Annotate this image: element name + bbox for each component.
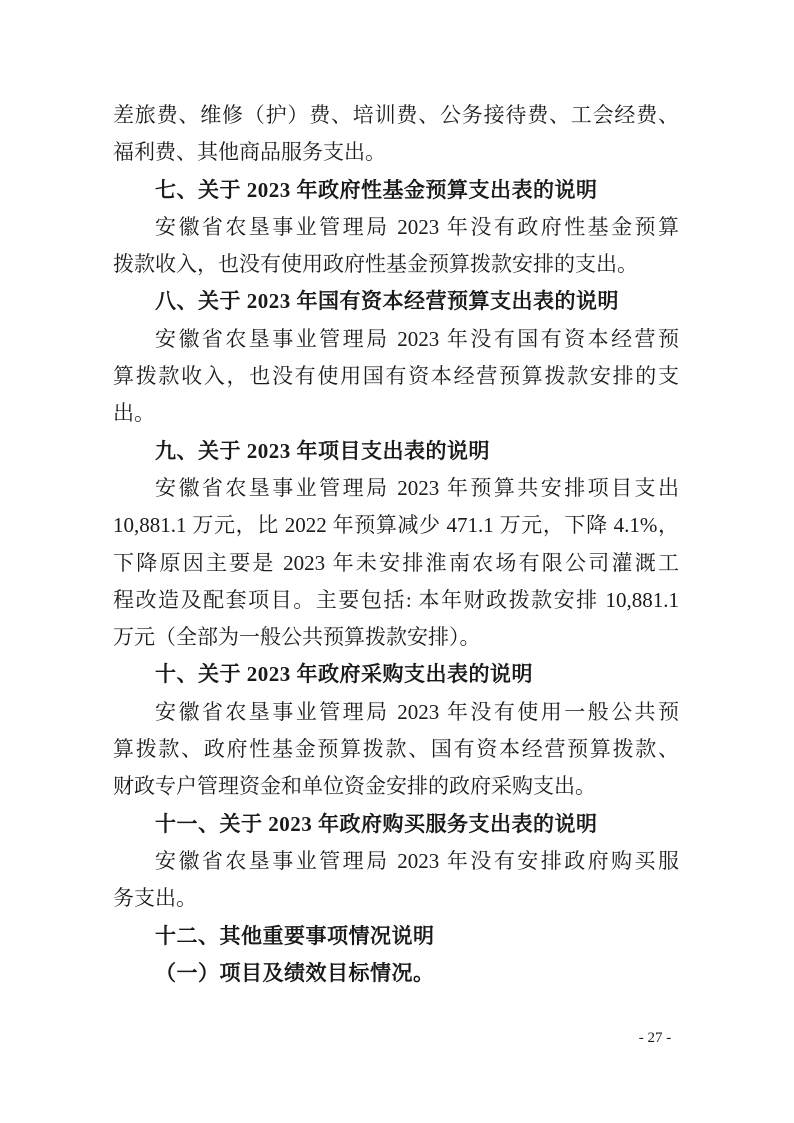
body-text-line: 出。 — [113, 401, 155, 426]
body-text-line: 安徽省农垦事业管理局 2023 年没有使用一般公共预 — [155, 699, 679, 724]
body-text-line: 安徽省农垦事业管理局 2023 年预算共安排项目支出 — [155, 475, 679, 500]
heading-line: 十一、关于 2023 年政府购买服务支出表的说明 — [155, 811, 598, 836]
page-number: - 27 - — [638, 1030, 672, 1046]
heading-line: 十二、其他重要事项情况说明 — [155, 923, 435, 948]
heading-line: 七、关于 2023 年政府性基金预算支出表的说明 — [155, 177, 598, 202]
heading-line: 十、关于 2023 年政府采购支出表的说明 — [155, 662, 533, 687]
body-text-line: 拨款收入，也没有使用政府性基金预算拨款安排的支出。 — [113, 252, 638, 277]
document-body — [113, 97, 679, 992]
heading-line: （一）项目及绩效目标情况。 — [155, 960, 435, 985]
body-text-line: 差旅费、维修（护）费、培训费、公务接待费、工会经费、 — [113, 103, 679, 127]
heading-line: 九、关于 2023 年项目支出表的说明 — [155, 438, 490, 463]
body-text-line: 程改造及配套项目。主要包括: 本年财政拨款安排 10,881.1 — [113, 587, 679, 612]
body-text-line: 安徽省农垦事业管理局 2023 年没有安排政府购买服 — [155, 848, 679, 873]
body-text-line: 算拨款、政府性基金预算拨款、国有资本经营预算拨款、 — [113, 737, 679, 762]
body-text-line: 安徽省农垦事业管理局 2023 年没有政府性基金预算 — [155, 214, 679, 239]
body-text-line: 务支出。 — [113, 886, 197, 911]
body-text-line: 10,881.1 万元，比 2022 年预算减少 471.1 万元，下降 4.1%， — [113, 513, 679, 538]
body-text-line: 万元（全部为一般公共预算拨款安排）。 — [113, 625, 481, 650]
heading-line: 八、关于 2023 年国有资本经营预算支出表的说明 — [155, 289, 619, 314]
body-text-line: 下降原因主要是 2023 年未安排淮南农场有限公司灌溉工 — [113, 550, 679, 575]
body-text-line: 财政专户管理资金和单位资金安排的政府采购支出。 — [113, 774, 596, 799]
body-text-line: 算拨款收入，也没有使用国有资本经营预算拨款安排的支 — [113, 364, 679, 389]
body-text-line: 福利费、其他商品服务支出。 — [113, 140, 386, 165]
body-text-line: 安徽省农垦事业管理局 2023 年没有国有资本经营预 — [155, 326, 679, 351]
